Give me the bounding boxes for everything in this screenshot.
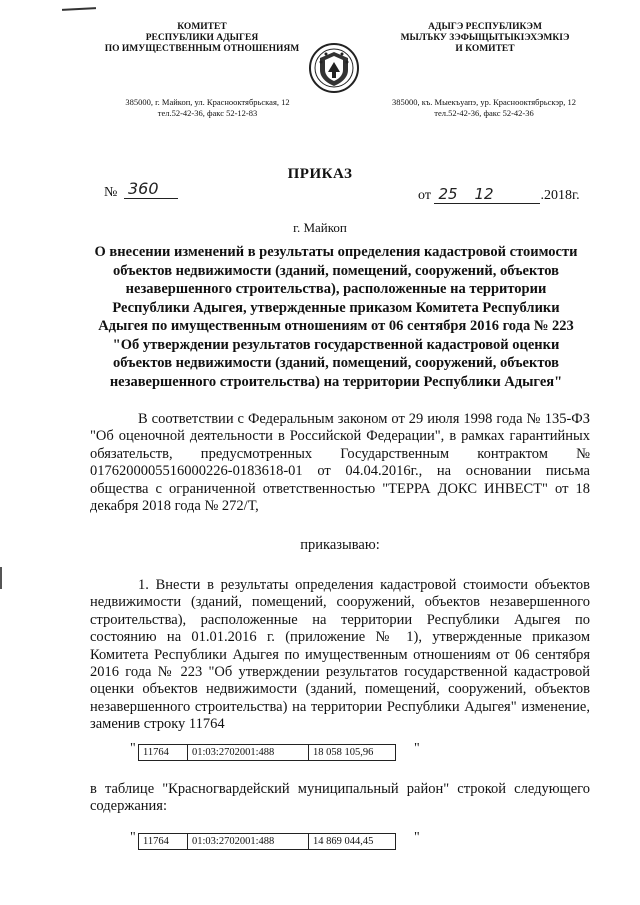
stray-pen-mark — [62, 7, 96, 11]
new-row-table — [138, 833, 408, 850]
header-left-org — [92, 22, 312, 55]
preamble-paragraph: В соответствии с Федеральным законом от 29 июля 1998 года № 135-ФЗ "Об оценочной деятельности в Российской Федерации", в рамках гарантийных обязательств, предусмотренных Государственным контрактом № 0176200005516000226-0183618-01 от 04.04.2016г., на основании письма общества с ограниченной ответственностью "ТЕРРА ДОКС ИНВЕСТ" от 18 декабря 2018 года № 272/Т, — [90, 411, 590, 515]
table-row — [139, 745, 396, 761]
row-number-cell: 11764 — [139, 834, 188, 850]
header-right-org — [370, 22, 600, 55]
margin-mark — [0, 567, 2, 589]
order-date — [418, 185, 580, 204]
address-left-line: 385000, г. Майкоп, ул. Краснооктябрьская, 12 — [125, 97, 290, 107]
address-right-line: тел.52-42-36, факс 52-42-36 — [434, 108, 534, 118]
date-prefix: от — [418, 188, 431, 203]
header-right-line: И КОМИТЕТ — [455, 44, 515, 54]
old-row-table — [138, 744, 408, 761]
city-line: г. Майкоп — [293, 220, 347, 235]
table-row — [139, 834, 396, 850]
open-quote: " — [130, 741, 136, 756]
header-left-line: ПО ИМУЩЕСТВЕННЫМ ОТНОШЕНИЯМ — [104, 44, 300, 54]
order-number-handwritten: 360 — [124, 180, 178, 199]
cadastral-number-cell: 01:03:2702001:488 — [188, 745, 309, 761]
coat-of-arms-icon — [308, 42, 360, 94]
address-right — [368, 97, 600, 119]
order-word: приказываю: — [300, 537, 380, 553]
row-number-cell: 11764 — [139, 745, 188, 761]
close-quote: " — [414, 741, 420, 756]
cadastral-value-cell: 18 058 105,96 — [309, 745, 396, 761]
address-right-line: 385000, къ. Мыекъуапэ, ур. Краснооктябрьскэр, 12 — [391, 97, 577, 107]
item-1-paragraph: 1. Внести в результаты определения кадастровой стоимости объектов недвижимости (зданий, помещений, сооружений, объектов незавершенного строительства), расположенные на территории Республики Адыгея по состоянию на 01.01.2016 г. (приложение № 1), утвержденные приказом Комитета Республики Адыгея по имущественным отношениям от 06 сентября 2016 года № 223 "Об утверждении результатов государственной кадастровой оценки объектов недвижимости (зданий, помещений, сооружений, объектов незавершенного строительства) на территории Республики Адыгея" изменение, заменив строку 11764 — [90, 577, 590, 733]
date-month-handwritten: 12 — [470, 185, 540, 204]
address-left-line: тел.52-42-36, факс 52-12-83 — [157, 108, 258, 118]
cadastral-value-cell: 14 869 044,45 — [309, 834, 396, 850]
header-right-line: МЫЛЪКУ ЗЭФЫЩЫТЫКІЭХЭМКІЭ — [400, 33, 570, 43]
order-number-label: № — [104, 185, 118, 200]
date-year: .2018г. — [540, 188, 580, 203]
close-quote: " — [414, 830, 420, 845]
address-left — [100, 97, 315, 119]
document-title: ПРИКАЗ — [287, 166, 353, 182]
date-day-handwritten: 25 — [434, 185, 470, 204]
cadastral-number-cell: 01:03:2702001:488 — [188, 834, 309, 850]
open-quote: " — [130, 830, 136, 845]
header-left-line: КОМИТЕТ — [177, 22, 227, 32]
table-intro-paragraph: в таблице "Красногвардейский муниципальный район" строкой следующего содержания: — [90, 781, 590, 815]
header-left-line: РЕСПУБЛИКИ АДЫГЕЯ — [145, 33, 259, 43]
order-subject: О внесении изменений в результаты определения кадастровой стоимости объектов недвижимости (зданий, помещений, сооружений, объектов незавершенного строительства), расположенные на территории Республики Адыгея, утвержденные приказом Комитета Республики Адыгея по имущественным отношениям от 06 сентября 2016 года № 223 "Об утверждении результатов государственной кадастровой оценки объектов недвижимости (зданий, помещений, сооружений, объектов незавершенного строительства) на территории Республики Адыгея" — [94, 244, 578, 390]
header-right-line: АДЫГЭ РЕСПУБЛИКЭМ — [428, 22, 542, 32]
